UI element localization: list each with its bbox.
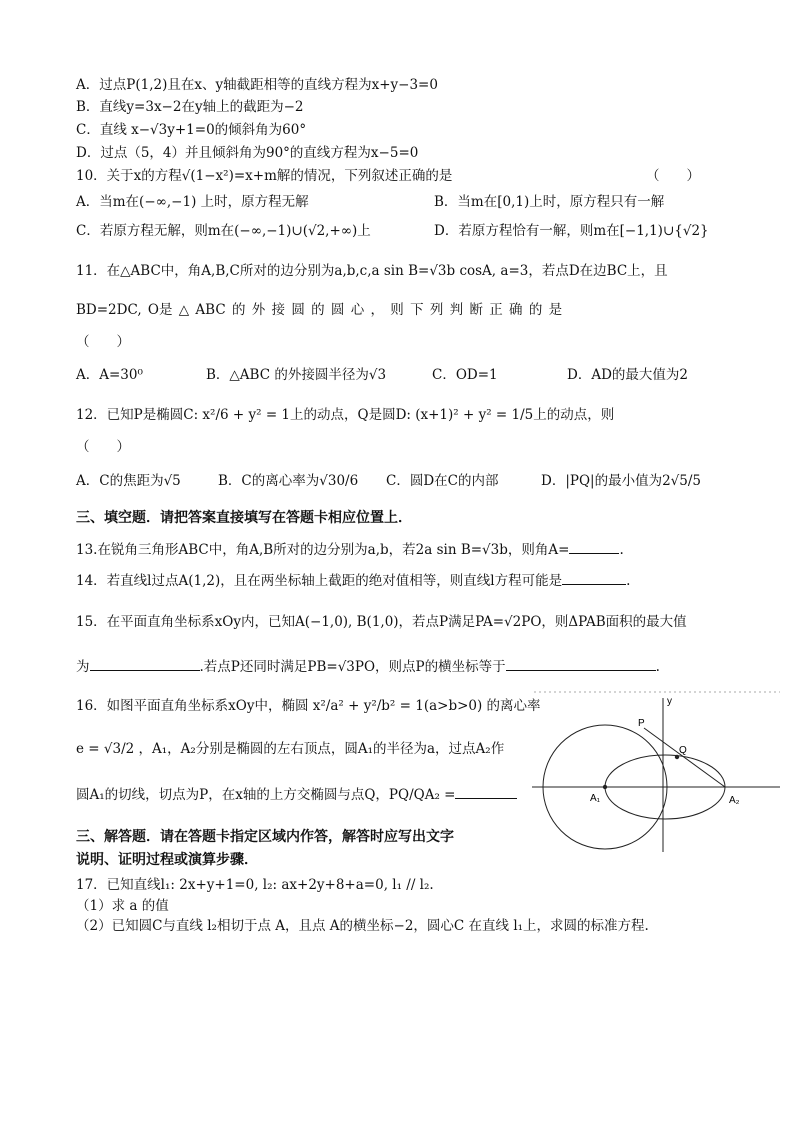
- q16-line3: [76, 784, 517, 804]
- q14-period: .: [626, 573, 631, 589]
- q17-stem: 17．已知直线l₁: 2x+y+1=0, l₂: ax+2y+8+a=0, l₁ // l₂.: [76, 877, 434, 893]
- label-a2: A₂: [729, 795, 740, 806]
- q16-line1: 16．如图平面直角坐标系xOy中，椭圆 x²/a² + y²/b² = 1(a>b>0) 的离心率: [76, 698, 541, 714]
- q10-stem: 10．关于x的方程√(1−x²)=x+m解的情况，下列叙述正确的是: [76, 168, 453, 184]
- q15-answer-blank-1[interactable]: [90, 656, 200, 671]
- q12-stem: 12．已知P是椭圆C: x²/6 + y² = 1上的动点，Q是圆D: (x+1)² + y² = 1/5上的动点，则: [76, 407, 615, 423]
- q9-option-c: C．直线 x−√3y+1=0的倾斜角为60°: [76, 122, 307, 138]
- q15-answer-blank-2[interactable]: [506, 656, 656, 671]
- q11-stem-line2: BD=2DC, O是 △ ABC 的 外 接 圆 的 圆 心 ， 则 下 列 判 断 正 确 的 是: [76, 302, 563, 318]
- q10-option-a: A．当m在(−∞,−1) 上时，原方程无解: [76, 194, 309, 210]
- q15-period: .: [655, 659, 660, 675]
- q10-option-b: B．当m在[0,1)上时，原方程只有一解: [434, 194, 665, 210]
- q11-stem-line1: 11．在△ABC中，角A,B,C所对的边分别为a,b,c,a sin B=√3b cosA, a=3，若点D在边BC上，且: [76, 263, 668, 279]
- q13-answer-blank[interactable]: [569, 539, 619, 554]
- q12-answer-paren: （ ）: [76, 439, 130, 455]
- q15-line2: [76, 656, 660, 676]
- q17-part1: （1）求 a 的值: [76, 898, 169, 914]
- label-q: Q: [679, 745, 687, 756]
- q11-option-c: C．OD=1: [432, 367, 498, 383]
- q11-option-a: A．A=30⁰: [76, 367, 143, 383]
- q11-answer-paren: （ ）: [76, 334, 130, 350]
- label-y: y: [667, 696, 672, 707]
- q15-prefix: 为: [76, 659, 90, 675]
- q16-answer-blank[interactable]: [455, 784, 517, 799]
- q14-text: 14．若直线l过点A(1,2)，且在两坐标轴上截距的绝对值相等，则直线l方程可能是: [76, 573, 563, 589]
- q10-option-c: C．若原方程无解，则m在(−∞,−1)∪(√2,+∞)上: [76, 223, 371, 239]
- q12-option-c: C．圆D在C的内部: [386, 473, 499, 489]
- q12-option-b: B．C的离心率为√30/6: [218, 473, 359, 489]
- q13-period: .: [619, 542, 624, 558]
- q15-stem: 15．在平面直角坐标系xOy内，已知A(−1,0), B(1,0)，若点P满足PA=√2PO，则ΔPAB面积的最大值: [76, 614, 687, 630]
- section-solution-heading-line1: 三、解答题．请在答题卡指定区域内作答，解答时应写出文字: [76, 829, 454, 845]
- label-p: P: [638, 718, 645, 729]
- q16-line2: e = √3/2 ，A₁，A₂分别是椭圆的左右顶点，圆A₁的半径为a，过点A₂作: [76, 741, 505, 757]
- q9-option-b: B．直线y=3x−2在y轴上的截距为−2: [76, 99, 304, 115]
- ellipse-circle-figure: [532, 690, 782, 860]
- q13-text: 13.在锐角三角形ABC中，角A,B所对的边分别为a,b，若2a sin B=√3b，则角A=: [76, 542, 570, 558]
- section-solution-heading-line2: 说明、证明过程或演算步骤．: [76, 852, 258, 868]
- q11-option-b: B．△ABC 的外接圆半径为√3: [206, 367, 387, 383]
- q10-answer-paren: （ ）: [646, 168, 700, 184]
- q16-text: 圆A₁的切线，切点为P，在x轴的上方交椭圆与点Q，PQ/QA₂ =: [76, 787, 456, 803]
- label-a1: A₁: [590, 793, 601, 804]
- q10-option-d: D．若原方程恰有一解，则m在[−1,1)∪{√2}: [434, 223, 709, 239]
- q14-answer-blank[interactable]: [562, 570, 626, 585]
- q9-option-a: A．过点P(1,2)且在x、y轴截距相等的直线方程为x+y−3=0: [76, 77, 438, 93]
- q9-option-d: D．过点（5，4）并且倾斜角为90°的直线方程为x−5=0: [76, 145, 419, 161]
- section-fill-in-heading: 三、填空题．请把答案直接填写在答题卡相应位置上．: [76, 510, 412, 526]
- point-a1: [603, 785, 607, 789]
- q17-part2: （2）已知圆C与直线 l₂相切于点 A，且点 A的横坐标−2，圆心C 在直线 l₁上，求圆的标准方程.: [76, 918, 649, 934]
- q12-option-d: D．|PQ|的最小值为2√5/5: [541, 473, 701, 489]
- q12-option-a: A．C的焦距为√5: [76, 473, 181, 489]
- tangent-line: [644, 728, 725, 787]
- q11-option-d: D．AD的最大值为2: [567, 367, 688, 383]
- q13-stem: [76, 539, 624, 559]
- q14-stem: [76, 570, 630, 590]
- q15-mid: .若点P还同时满足PB=√3PO，则点P的横坐标等于: [199, 659, 506, 675]
